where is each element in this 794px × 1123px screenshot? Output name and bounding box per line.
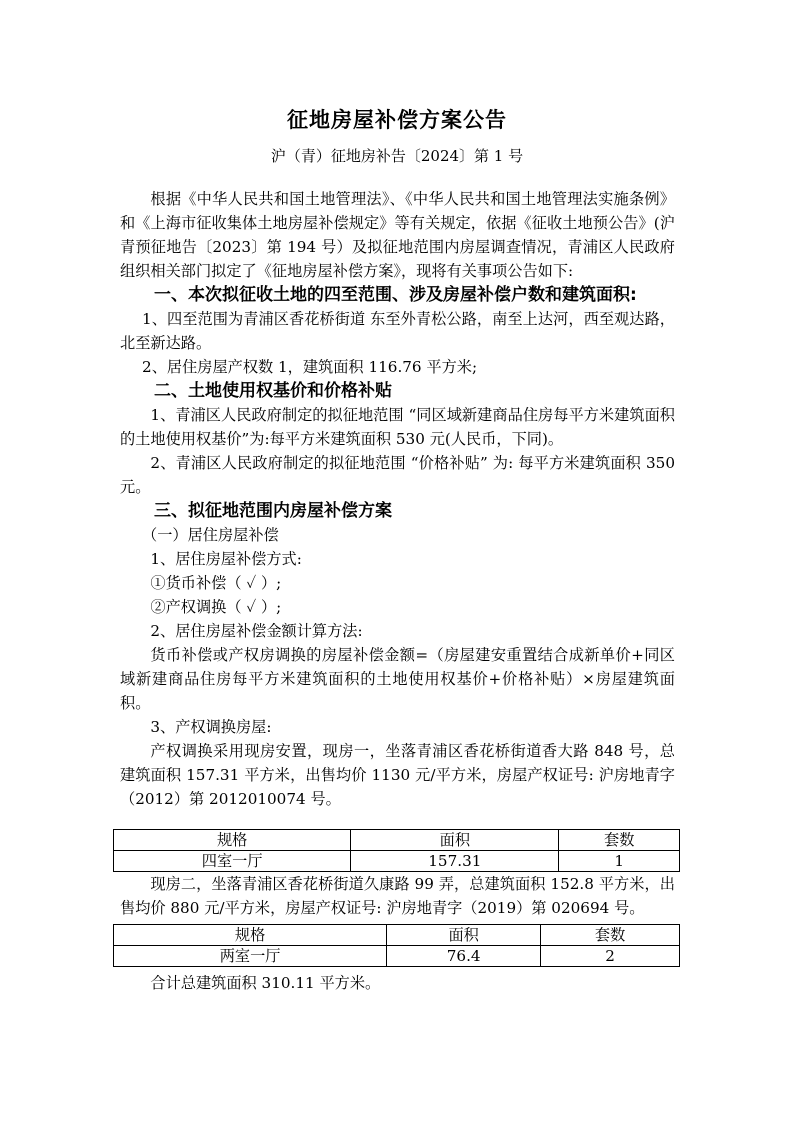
table-header-row (114, 830, 680, 851)
cell-area: 157.31 (351, 851, 559, 872)
cell-area: 76.4 (387, 946, 541, 967)
house-2-description: 现房二，坐落青浦区香花桥街道久康路 99 弄，总建筑面积 152.8 平方米，出售均价 880 元/平方米，房屋产权证号: 沪房地青字（2019）第 020694 号。 (120, 875, 675, 917)
table-row (114, 946, 680, 967)
header-spec: 规格 (114, 925, 387, 946)
house-1-table (113, 829, 680, 872)
section-1-item-1: 1、四至范围为青浦区香花桥街道 东至外青松公路，南至上达河，西至观达路，北至新达路。 (120, 310, 675, 352)
section-1-heading: 一、本次拟征收土地的四至范围、涉及房屋补偿户数和建筑面积: (154, 285, 637, 305)
section-2-item-1: 1、青浦区人民政府制定的拟征地范围 “同区域新建商品住房每平方米建筑面积的土地使用权基价”为:每平方米建筑面积 530 元(人民币，下同)。 (120, 406, 675, 448)
cell-spec: 两室一厅 (114, 946, 387, 967)
house-2-table (113, 924, 680, 967)
intro-paragraph: 根据《中华人民共和国土地管理法》、《中华人民共和国土地管理法实施条例》和《上海市征收集体土地房屋补偿规定》等有关规定，依据《征收土地预公告》(沪青预征地告〔2023〕第 194 号）及拟征地范围内房屋调查情况，青浦区人民政府组织相关部门拟定了《征地房屋补偿方案》，现将有关事项公告如下: (120, 190, 675, 280)
header-area: 面积 (387, 925, 541, 946)
header-count: 套数 (559, 830, 680, 851)
header-spec: 规格 (114, 830, 351, 851)
section-1-item-2: 2、居住房屋产权数 1，建筑面积 116.76 平方米; (142, 358, 478, 376)
cell-count: 1 (559, 851, 680, 872)
house-1-description: 产权调换采用现房安置，现房一，坐落青浦区香花桥街道香大路 848 号，总建筑面积 157.31 平方米，出售均价 1130 元/平方米，房屋产权证号: 沪房地青字（2012）第 2012010074 号。 (120, 742, 675, 808)
table-header-row (114, 925, 680, 946)
calc-method-text: 货币补偿或产权房调换的房屋补偿金额=（房屋建安重置结合成新单价+同区域新建商品住房每平方米建筑面积的土地使用权基价+价格补贴）×房屋建筑面积。 (120, 646, 675, 712)
cell-count: 2 (541, 946, 680, 967)
document-body (120, 187, 675, 995)
compensation-way-exchange: ②产权调换（ ✓ ）; (150, 598, 282, 616)
cell-spec: 四室一厅 (114, 851, 351, 872)
exchange-house-title: 3、产权调换房屋: (150, 718, 272, 736)
header-count: 套数 (541, 925, 680, 946)
calc-method-title: 2、居住房屋补偿金额计算方法: (150, 622, 363, 640)
compensation-way-cash: ①货币补偿（ ✓ ）; (150, 574, 282, 592)
compensation-way-title: 1、居住房屋补偿方式: (150, 550, 302, 568)
page-title: 征地房屋补偿方案公告 (287, 108, 507, 132)
section-3-sub-1: （一）居住房屋补偿 (142, 526, 279, 544)
section-3-heading: 三、拟征地范围内房屋补偿方案 (154, 501, 392, 521)
total-area: 合计总建筑面积 310.11 平方米。 (150, 974, 381, 992)
header-area: 面积 (351, 830, 559, 851)
section-2-item-2: 2、青浦区人民政府制定的拟征地范围 “价格补贴” 为: 每平方米建筑面积 350 元。 (120, 454, 675, 496)
table-row (114, 851, 680, 872)
section-2-heading: 二、土地使用权基价和价格补贴 (154, 381, 392, 401)
document-number: 沪（青）征地房补告〔2024〕第 1 号 (270, 147, 524, 165)
